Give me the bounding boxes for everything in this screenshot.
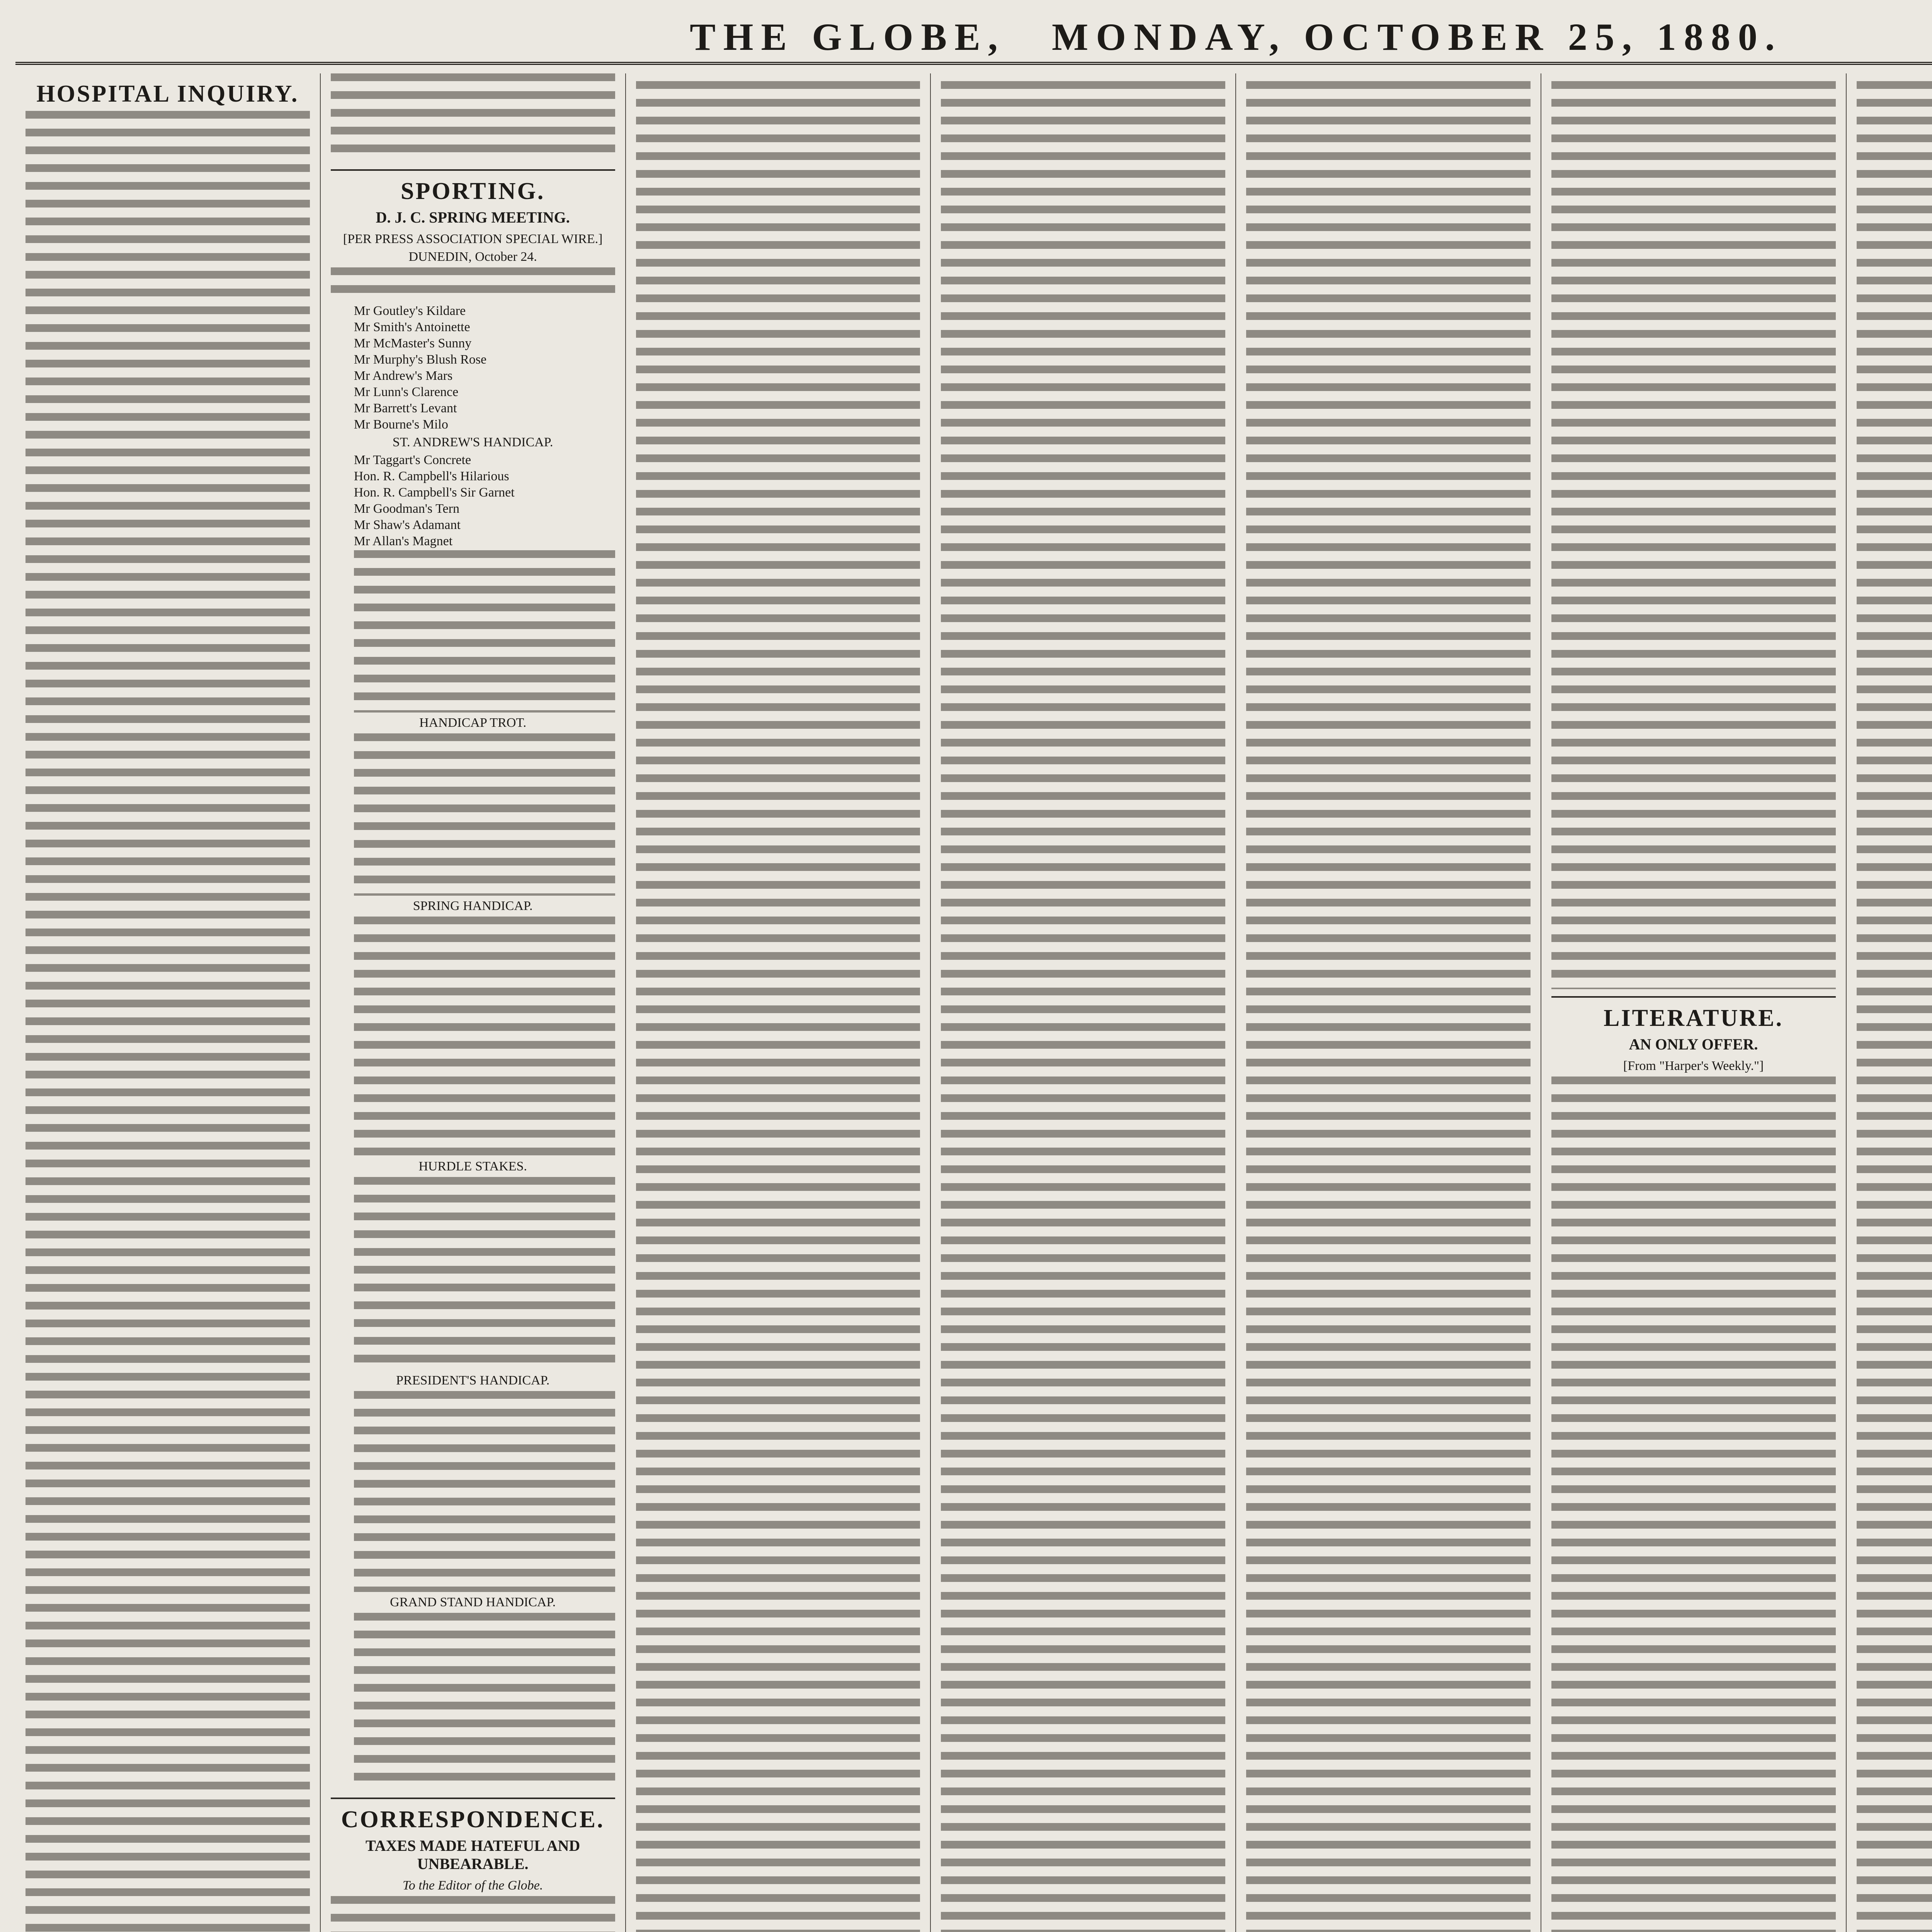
race-list	[354, 1177, 615, 1370]
saunders-text-continued	[1551, 81, 1836, 989]
list-item: Mr Shaw's Adamant	[354, 518, 461, 532]
race-heading: PRESIDENT'S HANDICAP.	[396, 1373, 550, 1388]
column-5	[1236, 73, 1541, 1932]
column-1	[15, 73, 321, 1932]
column-3	[626, 73, 931, 1932]
sporting-intro	[331, 267, 615, 302]
race-list-more	[354, 550, 615, 713]
race-list	[354, 1613, 615, 1791]
race-list	[354, 733, 615, 896]
literature-text-continued	[1857, 81, 1932, 1932]
columns	[15, 73, 1932, 1932]
race-list	[354, 917, 615, 1156]
editor-salutation: To the Editor of the Globe.	[402, 1878, 543, 1893]
literature-text	[1551, 1077, 1836, 1932]
race-list	[354, 1391, 615, 1592]
column-6	[1541, 73, 1847, 1932]
correspondence-text	[331, 1896, 615, 1932]
literature-heading: LITERATURE.	[1551, 996, 1836, 1032]
hospital-inquiry-text	[26, 111, 310, 1932]
list-item: Mr Barrett's Levant	[354, 401, 457, 415]
list-item: Mr Goodman's Tern	[354, 502, 459, 516]
saunders-text-continued	[636, 81, 920, 1932]
saunders-text-continued	[1246, 81, 1531, 1932]
list-item: Mr Smith's Antoinette	[354, 320, 470, 334]
property-sale-continued	[331, 73, 615, 162]
list-item: Hon. R. Campbell's Hilarious	[354, 469, 509, 483]
race-heading: SPRING HANDICAP.	[413, 899, 533, 913]
race-list-a	[331, 304, 615, 432]
list-item: Mr McMaster's Sunny	[354, 336, 472, 350]
correspondence-heading: CORRESPONDENCE.	[331, 1798, 615, 1833]
column-7	[1847, 73, 1932, 1932]
list-item: Mr Allan's Magnet	[354, 534, 453, 548]
race-heading: HURDLE STAKES.	[418, 1159, 527, 1173]
list-item: Mr Lunn's Clarence	[354, 385, 459, 399]
saunders-text-continued	[941, 81, 1225, 1932]
masthead-name: THE GLOBE,	[690, 15, 1005, 58]
literature-source: [From "Harper's Weekly."]	[1623, 1059, 1764, 1073]
column-2	[321, 73, 626, 1932]
masthead-date: MONDAY, OCTOBER 25, 1880.	[1051, 15, 1782, 58]
dateline: DUNEDIN, October 24.	[408, 250, 537, 264]
race-heading: HANDICAP TROT.	[419, 716, 527, 730]
race-list-b	[331, 453, 615, 549]
race-heading: GRAND STAND HANDICAP.	[390, 1595, 556, 1609]
list-item: Hon. R. Campbell's Sir Garnet	[354, 485, 515, 500]
list-item: Mr Andrew's Mars	[354, 369, 453, 383]
column-4	[931, 73, 1236, 1932]
list-item: Mr Bourne's Milo	[354, 417, 448, 432]
list-item: Mr Goutley's Kildare	[354, 304, 466, 318]
literature-subheading: AN ONLY OFFER.	[1629, 1036, 1758, 1053]
list-item: Mr Murphy's Blush Rose	[354, 352, 487, 367]
wire-note: [PER PRESS ASSOCIATION SPECIAL WIRE.]	[343, 232, 603, 246]
hospital-inquiry-heading: HOSPITAL INQUIRY.	[36, 81, 299, 107]
race-heading: ST. ANDREW'S HANDICAP.	[392, 435, 553, 449]
sporting-subheading: D. J. C. SPRING MEETING.	[376, 209, 570, 226]
correspondence-subheading: TAXES MADE HATEFUL AND UNBEARABLE.	[365, 1837, 580, 1872]
list-item: Mr Taggart's Concrete	[354, 453, 471, 467]
sporting-heading: SPORTING.	[331, 169, 615, 205]
masthead	[15, 12, 1932, 65]
